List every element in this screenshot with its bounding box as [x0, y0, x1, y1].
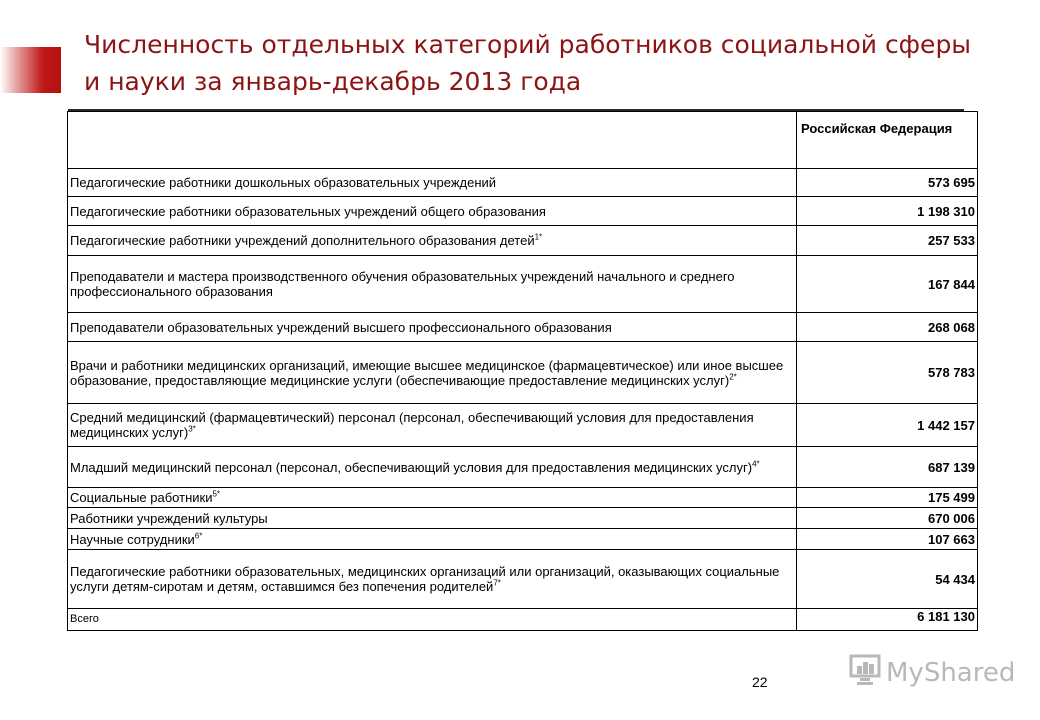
row-label: Младший медицинский персонал (персонал, обеспечивающий условия для предоставления медицинских услуг)$^{4*}$ [68, 447, 797, 488]
row-value: 1 442 157 [797, 404, 978, 447]
row-value: 573 695 [797, 169, 978, 197]
row-label: Врачи и работники медицинских организаций, имеющие высшее медицинское (фармацевтическое) или иное высшее образование, предоставляющие медицинские услуги (обеспечивающие предоставление медицинских услуг)$^{2*}$ [68, 342, 797, 404]
footnote-mark: 7* [493, 578, 501, 588]
accent-bar [0, 47, 61, 93]
row-value: 167 844 [797, 256, 978, 313]
footnote-mark: 4* [752, 459, 760, 469]
row-label: Педагогические работники образовательных учреждений общего образования [68, 197, 797, 226]
myshared-logo[interactable] [848, 654, 1015, 691]
row-label: Преподаватели образовательных учреждений высшего профессионального образования [68, 313, 797, 342]
table-row [68, 404, 978, 447]
table-header-row [68, 112, 978, 169]
workers-table [67, 111, 978, 631]
table-row [68, 197, 978, 226]
row-value: 268 068 [797, 313, 978, 342]
table-row [68, 529, 978, 550]
row-label: Педагогические работники учреждений дополнительного образования детей$^{1*}$ [68, 226, 797, 256]
footnote-mark: 3* [188, 424, 196, 434]
total-label: Всего [68, 609, 797, 631]
footnote-mark: 6* [194, 531, 203, 541]
row-value: 257 533 [797, 226, 978, 256]
row-value: 54 434 [797, 550, 978, 609]
footnote-mark: 1* [534, 232, 543, 242]
footnote-mark: 2* [729, 372, 737, 382]
row-value: 175 499 [797, 488, 978, 508]
row-label: Преподаватели и мастера производственного обучения образовательных учреждений начального и среднего профессионального образования [68, 256, 797, 313]
row-value: 1 198 310 [797, 197, 978, 226]
column-header-label: Российская Федерация [801, 121, 953, 136]
table-row [68, 169, 978, 197]
logo-text: MyShared [886, 657, 1016, 688]
table-row [68, 550, 978, 609]
row-value: 107 663 [797, 529, 978, 550]
total-value: 6 181 130 [797, 609, 978, 631]
column-header-rf [797, 112, 978, 169]
footnote-mark: 5* [212, 489, 221, 499]
title-line-2: и науки за январь-декабрь 2013 года [84, 67, 582, 96]
page-number: 22 [752, 674, 768, 690]
row-label: Педагогические работники дошкольных образовательных учреждений [68, 169, 797, 197]
table-row [68, 488, 978, 508]
row-label: Средний медицинский (фармацевтический) персонал (персонал, обеспечивающий условия для предоставления медицинских услуг)$^{3*}$ [68, 404, 797, 447]
podium-icon [848, 654, 882, 691]
table-row [68, 447, 978, 488]
row-label: Научные сотрудники$^{6*}$ [68, 529, 797, 550]
header-empty-cell [68, 112, 797, 169]
title-line-1: Численность отдельных категорий работников социальной сферы [84, 30, 972, 59]
row-label: Педагогические работники образовательных, медицинских организаций или организаций, оказывающих социальные услуги детям-сиротам и детям, оставшимся без попечения родителей$^{7*}$ [68, 550, 797, 609]
table-row [68, 342, 978, 404]
row-label: Работники учреждений культуры [68, 508, 797, 529]
row-value: 578 783 [797, 342, 978, 404]
table-row [68, 508, 978, 529]
table-total-row [68, 609, 978, 631]
row-label: Социальные работники$^{5*}$ [68, 488, 797, 508]
row-value: 687 139 [797, 447, 978, 488]
table-row [68, 226, 978, 256]
table-row [68, 256, 978, 313]
row-value: 670 006 [797, 508, 978, 529]
slide-title [84, 26, 1014, 100]
table-row [68, 313, 978, 342]
